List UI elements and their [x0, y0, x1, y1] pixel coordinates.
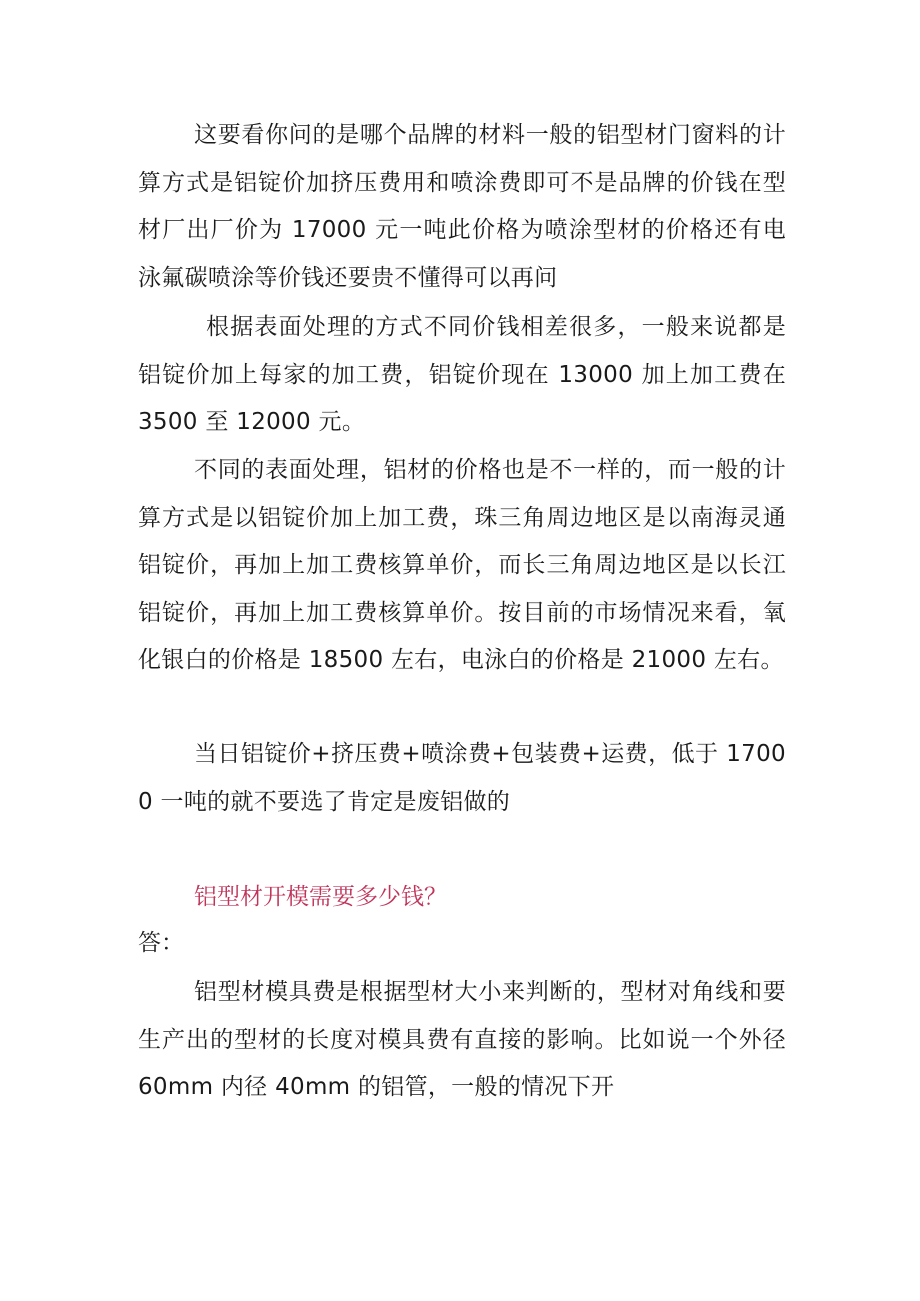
paragraph-price-formula: 当日铝锭价+挤压费+喷涂费+包装费+运费，低于 17000 一吨的就不要选了肯定是废铝做的	[138, 741, 786, 815]
question-heading: 铝型材开模需要多少钱？	[194, 884, 447, 910]
paragraph-mold-cost: 铝型材模具费是根据型材大小来判断的，型材对角线和要生产出的型材的长度对模具费有直接的影响。比如说一个外径 60mm 内径 40mm 的铝管，一般的情况下开	[138, 979, 786, 1100]
paragraph-brand-pricing: 这要看你问的是哪个品牌的材料一般的铝型材门窗料的计算方式是铝锭价加挤压费用和喷涂费即可不是品牌的价钱在型材厂出厂价为 17000 元一吨此价格为喷涂型材的价格还有电泳氟碳喷涂等价钱还要贵不懂得可以再问	[138, 122, 786, 291]
paragraph-regional-pricing: 不同的表面处理，铝材的价格也是不一样的，而一般的计算方式是以铝锭价加上加工费，珠三角周边地区是以南海灵通铝锭价，再加上加工费核算单价，而长三角周边地区是以长江铝锭价，再加上加工费核算单价。按目前的市场情况来看，氧化银白的价格是 18500 左右，电泳白的价格是 21000 左右。	[138, 457, 786, 673]
answer-label: 答：	[138, 930, 184, 956]
paragraph-surface-treatment: 根据表面处理的方式不同价钱相差很多，一般来说都是铝锭价加上每家的加工费，铝锭价现在 13000 加上加工费在 3500 至 12000 元。	[138, 314, 786, 435]
